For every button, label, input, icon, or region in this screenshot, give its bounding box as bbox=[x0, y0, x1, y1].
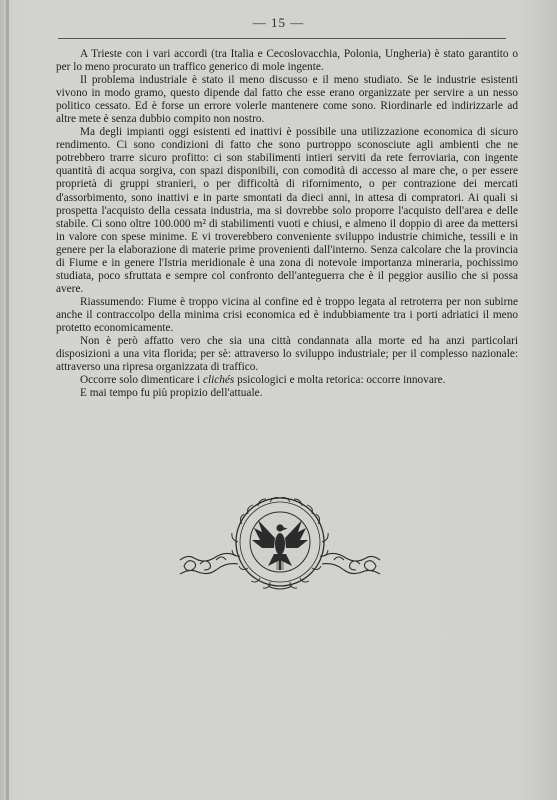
innovate-text-italic: clichés bbox=[202, 374, 235, 387]
binding-edge bbox=[6, 0, 9, 800]
eagle-crest-icon bbox=[170, 494, 390, 594]
innovate-text-before: Occorre solo dimenticare i bbox=[80, 374, 203, 387]
paragraph-summary: Riassumendo: Fiume è troppo vicina al confine ed è troppo legata al retroterra per non subirne anche il contraccolpo della minima crisi economica ed è indubbiamente tra i porti adriatici il meno protetto economicamente. bbox=[56, 295, 518, 334]
paragraph-industrial-problem: Il problema industriale è stato il meno discusso e il meno studiato. Se le industrie esistenti vivono in modo gramo, questo dipende dal fatto che esse erano organizzate per servire a un nesso politico cessato. Ed è forse un errore volerle mantenere come sono. Riordinarle ed indirizzarle ad altre mete è senza dubbio compito non nostro. bbox=[56, 74, 518, 126]
header-rule bbox=[58, 38, 506, 39]
page-number: — 15 — bbox=[252, 15, 305, 30]
body-text bbox=[56, 48, 518, 400]
paragraph-trieste: A Trieste con i vari accordi (tra Italia e Cecoslovacchia, Polonia, Ungheria) è stato garantito o per lo meno procurato un traffico generico di mole ingente. bbox=[56, 48, 518, 74]
paragraph-not-condemned: Non è però affatto vero che sia una città condannata alla morte ed ha anzi particolari disposizioni a una vita florida; per sè: attraverso lo sviluppo industriale; per il complesso nazionale: attraverso una ripresa organizzata di traffico. bbox=[56, 335, 518, 374]
paragraph-existing-plants: Ma degli impianti oggi esistenti ed inattivi è possibile una utilizzazione economica di sicuro rendimento. Ci sono condizioni di fatto che sono purtroppo sconosciute agli ambienti che ne potrebbero trarre sicuro profitto: ci son stabilimenti intieri serviti da rete ferroviaria, con ingente quantità di acqua sorgiva, con spazi disponibili, con comodità di accesso al mare che, o per essere proprietà di gruppi stranieri, o per difficoltà di rifornimento, o per contrazione dei mercati d'assorbimento, sono inattivi e in parte smontati da dieci anni, in attesa di compratori. Ai quali si prospetta l'acquisto della cessata industria, ma si dovrebbe solo proporre l'acquisto dell'area e delle stabile. Ci sono oltre 100.000 m² di stabilimenti vuoti e chiusi, e almeno il doppio di aree da mettersi in valore con spese minime. E vi troverebbero conveniente sviluppo industrie chimiche, tessili e in genere per la elaborazione di materie prime provenienti dall'interno. Senza calcolare che la provincia di Fiume e in genere l'Istria meridionale è una zona di notevole importanza mineraria, pochissimo studiata, poco sfruttata e sempre col confronto dell'anteguerra che è il peggior ausilio che si possa avere. bbox=[56, 126, 518, 295]
paragraph-innovate bbox=[56, 374, 518, 387]
innovate-text-after: psicologici e molta retorica: occorre innovare. bbox=[234, 374, 446, 387]
page-header bbox=[0, 12, 557, 31]
paragraph-closing: E mai tempo fu più propizio dell'attuale. bbox=[80, 387, 263, 400]
